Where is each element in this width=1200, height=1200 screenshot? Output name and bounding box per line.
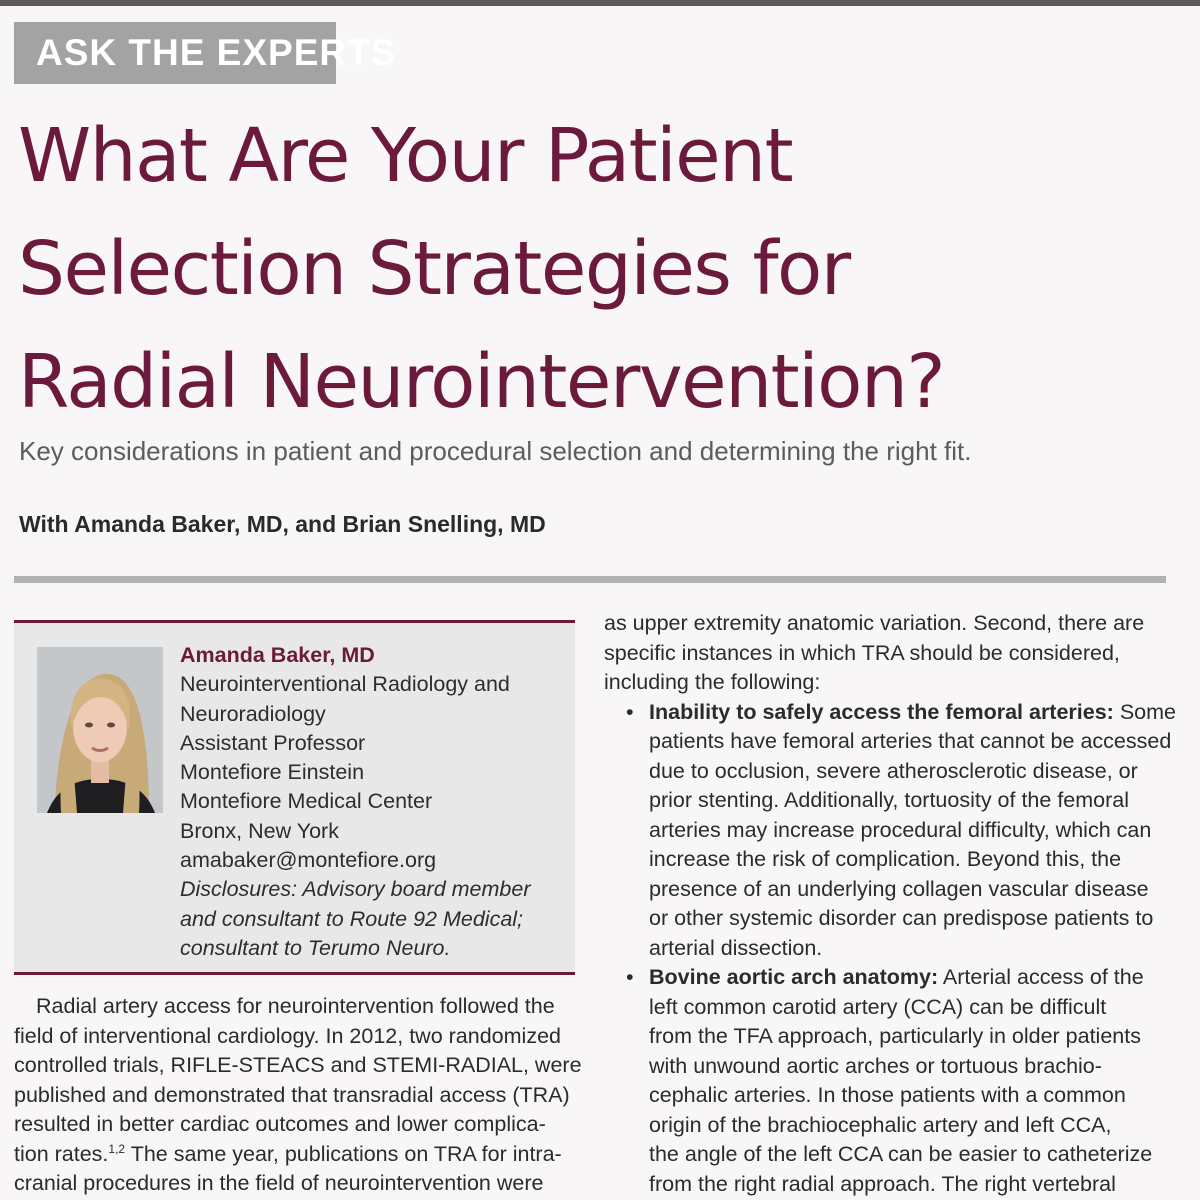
bullet-item-bovine-arch <box>604 963 1184 1199</box>
author-title-line: Neurointerventional Radiology and <box>180 672 510 697</box>
bullet-line: or other systemic disorder can predispose patients to <box>649 906 1154 930</box>
title-line: Selection Strategies for <box>18 226 850 312</box>
author-photo <box>37 647 163 813</box>
bullet-line: presence of an underlying collagen vascular disease <box>649 876 1149 901</box>
bullet-item-femoral-access <box>604 698 1184 964</box>
bullet-heading: Bovine aortic arch anatomy: <box>649 965 939 989</box>
right-column-body <box>604 609 1184 1199</box>
author-bio-text <box>180 641 570 963</box>
byline: With Amanda Baker, MD, and Brian Snelling, MD <box>19 511 546 537</box>
bullet-first-line <box>649 698 1184 728</box>
article-subtitle: Key considerations in patient and procedural selection and determining the right fit. <box>19 436 972 466</box>
body-line <box>14 1140 576 1170</box>
section-label: ASK THE EXPERTS <box>14 22 336 84</box>
author-disclosure-line: and consultant to Route 92 Medical; <box>180 906 524 931</box>
bullet-line: arterial dissection. <box>649 935 823 960</box>
bullet-line: from the TFA approach, particularly in older patients <box>649 1024 1141 1048</box>
author-affiliation-line: Montefiore Einstein <box>180 760 365 785</box>
body-text: Arterial access of the <box>938 965 1144 989</box>
bullet-heading: Inability to safely access the femoral arteries: <box>649 699 1114 724</box>
body-line: resulted in better cardiac outcomes and lower complica- <box>14 1112 546 1136</box>
body-line: field of interventional cardiology. In 2012, two randomized <box>14 1023 561 1048</box>
bullet-first-line <box>649 963 1184 993</box>
bullet-line: increase the risk of complication. Beyond this, the <box>649 847 1122 871</box>
author-affiliation-line: Montefiore Medical Center <box>180 789 433 814</box>
body-line: including the following: <box>604 670 821 694</box>
bullet-line: arteries may increase procedural difficulty, which can <box>649 817 1152 842</box>
title-line: What Are Your Patient <box>18 113 793 199</box>
left-column-body <box>14 992 582 1199</box>
title-line: Radial Neurointervention? <box>18 339 945 425</box>
section-divider <box>14 576 1166 583</box>
author-disclosure-line: consultant to Terumo Neuro. <box>180 935 451 960</box>
bullet-line: origin of the brachiocephalic artery and left CCA, <box>649 1112 1112 1137</box>
body-line: cranial procedures in the field of neurointervention were <box>14 1171 544 1195</box>
citation-superscript: 1,2 <box>108 1141 126 1156</box>
body-line: published and demonstrated that transradial access (TRA) <box>14 1082 570 1107</box>
bullet-marker: • <box>626 965 634 989</box>
body-line: specific instances in which TRA should be considered, <box>604 640 1120 665</box>
bullet-line: with unwound aortic arches or tortuous brachio- <box>649 1053 1102 1078</box>
author-title-line: Assistant Professor <box>180 730 366 755</box>
body-line: Radial artery access for neurointervention followed the <box>36 994 555 1018</box>
author-portrait-illustration <box>37 647 163 813</box>
author-name: Amanda Baker, MD <box>180 643 375 667</box>
bullet-line: patients have femoral arteries that cannot be accessed <box>649 729 1172 753</box>
bullet-marker: • <box>626 699 634 724</box>
body-text: tion rates. <box>14 1141 109 1166</box>
bullet-line: prior stenting. Additionally, tortuosity of the femoral <box>649 788 1130 812</box>
author-disclosure-line: Disclosures: Advisory board member <box>180 877 531 902</box>
body-text: Some <box>1113 699 1176 724</box>
top-rule <box>0 0 1200 6</box>
body-line: as upper extremity anatomic variation. Second, there are <box>604 611 1145 635</box>
bullet-line: from the right radial approach. The right vertebral <box>649 1171 1116 1196</box>
body-text: The same year, publications on TRA for intra- <box>125 1141 562 1166</box>
author-email[interactable]: amabaker@montefiore.org <box>180 848 437 873</box>
author-bio-box <box>14 620 575 975</box>
author-title-line: Neuroradiology <box>180 701 326 726</box>
bullet-line: cephalic arteries. In those patients with a common <box>649 1083 1126 1107</box>
bullet-line: left common carotid artery (CCA) can be difficult <box>649 994 1107 1019</box>
author-location: Bronx, New York <box>180 818 339 843</box>
bullet-line: due to occlusion, severe atherosclerotic disease, or <box>649 758 1138 783</box>
article-title <box>18 100 1188 439</box>
bullet-line: the angle of the left CCA can be easier to catheterize <box>649 1142 1153 1166</box>
body-line: controlled trials, RIFLE-STEACS and STEMI-RADIAL, were <box>14 1053 582 1077</box>
